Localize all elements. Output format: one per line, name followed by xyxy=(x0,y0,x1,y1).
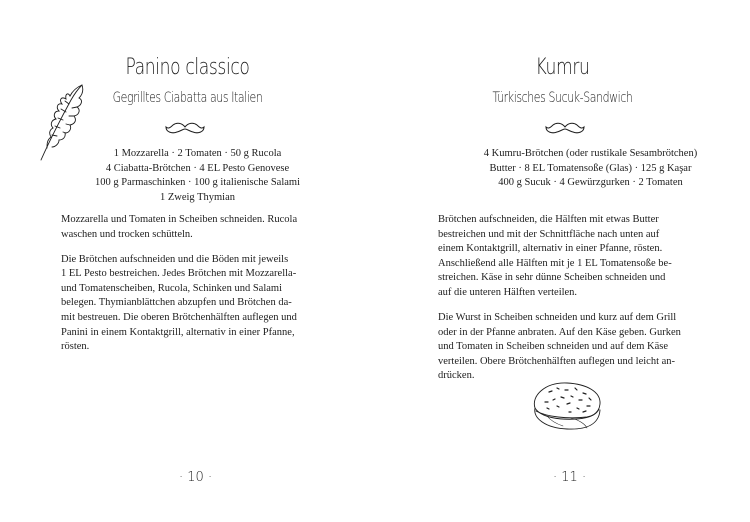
ingredient-line: 4 Kumru-Brötchen (oder rustikale Sesambrötchen) xyxy=(483,148,698,159)
text-line: oder in der Pfanne anbraten. Auf den Käse geben. Gurken xyxy=(438,326,681,338)
sesame-bun-icon xyxy=(527,378,607,434)
text-line: auf die unteren Hälften verteilen. xyxy=(438,286,578,298)
text-line: Panini in einem Kontaktgrill, alternativ in einer Pfanne, xyxy=(61,326,295,338)
text-line: belegen. Thymianblättchen abzupfen und Brötchen da- xyxy=(61,297,292,309)
ingredient-line: Butter · 8 EL Tomatensoße (Glas) · 125 g Kaşar xyxy=(489,162,692,174)
recipe-subtitle: Türkisches Sucuk-Sandwich xyxy=(492,90,633,106)
ingredient-line: 4 Ciabatta-Brötchen · 4 EL Pesto Genovese xyxy=(105,162,290,174)
mustache-icon xyxy=(545,121,585,135)
instruction-paragraph xyxy=(61,253,323,355)
ingredient-list xyxy=(10,147,385,205)
text-line: Die Brötchen aufschneiden und die Böden mit jeweils xyxy=(61,253,289,265)
text-line: einem Kontaktgrill, alternativ in einer Pfanne, rösten. xyxy=(438,243,663,255)
text-line: streichen. Käse in sehr dünne Scheiben schneiden und xyxy=(438,272,666,284)
right-page xyxy=(375,0,750,522)
mustache-icon xyxy=(165,121,205,135)
instructions xyxy=(438,213,696,395)
instruction-paragraph xyxy=(61,213,323,242)
ingredient-line: 1 Zweig Thymian xyxy=(159,191,236,203)
text-line: und Tomaten in Scheiben schneiden und auf dem Käse xyxy=(438,341,669,353)
text-line: verteilen. Obere Brötchenhälften auflegen und leicht an- xyxy=(438,355,676,367)
text-line: bestreichen und mit der Schnittfläche nach unten auf xyxy=(438,228,660,240)
text-line: Anschließend alle Hälften mit je 1 EL Tomatensoße be- xyxy=(438,257,672,269)
text-line: waschen und trocken schütteln. xyxy=(61,228,193,240)
recipe-subtitle: Gegrilltes Ciabatta aus Italien xyxy=(112,90,263,106)
text-line: 1 EL Pesto bestreichen. Jedes Brötchen mit Mozzarella- xyxy=(61,268,297,280)
text-line: Brötchen aufschneiden, die Hälften mit etwas Butter xyxy=(438,214,659,225)
text-line: drücken. xyxy=(438,370,475,382)
recipe-title: Panino classico xyxy=(125,55,250,80)
ingredient-line: 1 Mozzarella · 2 Tomaten · 50 g Rucola xyxy=(113,148,282,159)
instruction-paragraph xyxy=(438,311,696,384)
instructions xyxy=(61,213,323,365)
text-line: Die Wurst in Scheiben schneiden und kurz auf dem Grill xyxy=(438,312,677,324)
ingredient-list xyxy=(403,147,750,191)
text-line: mit bestreuen. Die oberen Brötchenhälften auflegen und xyxy=(61,312,297,324)
text-line: rösten. xyxy=(61,341,90,353)
instruction-paragraph xyxy=(438,213,696,301)
text-line: Mozzarella und Tomaten in Scheiben schneiden. Rucola xyxy=(61,214,298,225)
text-line: und Tomatenscheiben, Rucola, Schinken und Salami xyxy=(61,282,282,294)
ingredient-line: 100 g Parmaschinken · 100 g italienische Salami xyxy=(95,177,300,188)
page-number: · 11 · xyxy=(553,470,587,485)
ingredient-line: 400 g Sucuk · 4 Gewürzgurken · 2 Tomaten xyxy=(498,177,683,188)
recipe-title: Kumru xyxy=(535,55,590,80)
page-number: · 10 · xyxy=(179,470,213,485)
